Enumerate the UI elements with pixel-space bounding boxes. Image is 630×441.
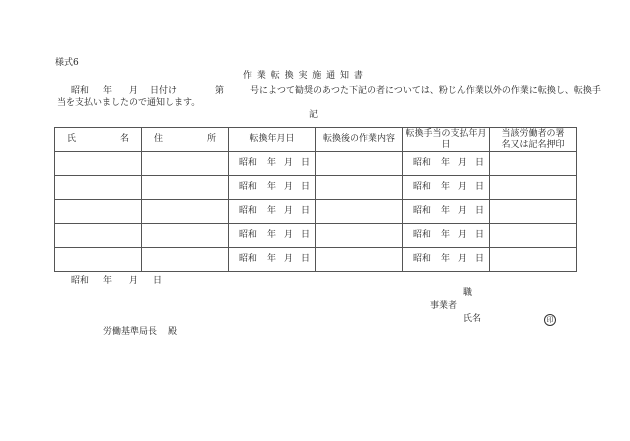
record-table — [54, 127, 577, 272]
date-month: 月 — [458, 182, 468, 192]
name-cell[interactable] — [55, 248, 142, 272]
footer-year: 年 — [103, 276, 113, 286]
intro-dai: 第 — [215, 86, 225, 96]
footer-name-label: 氏名 — [463, 314, 482, 324]
transfer-date-cell[interactable] — [229, 152, 316, 176]
header-transfer-date: 転換年月日 — [229, 128, 316, 152]
footer-addressee: 労働基準局長 — [103, 327, 158, 337]
date-day: 日 — [475, 158, 485, 168]
date-day: 日 — [475, 206, 485, 216]
footer-honorific: 殿 — [168, 327, 178, 337]
new-work-cell[interactable] — [316, 248, 403, 272]
date-month: 月 — [458, 206, 468, 216]
transfer-date-cell[interactable] — [229, 176, 316, 200]
transfer-date-cell[interactable] — [229, 248, 316, 272]
date-day: 日 — [301, 254, 311, 264]
date-month: 月 — [458, 254, 468, 264]
footer-employer: 事業者 — [430, 301, 458, 311]
table-row — [55, 176, 577, 200]
date-month: 月 — [284, 230, 294, 240]
date-day: 日 — [301, 158, 311, 168]
intro-day: 日付け — [150, 86, 178, 96]
date-month: 月 — [284, 158, 294, 168]
new-work-cell[interactable] — [316, 200, 403, 224]
allowance-date-cell[interactable] — [403, 248, 490, 272]
transfer-date-cell[interactable] — [229, 224, 316, 248]
form-label: 様式6 — [55, 58, 79, 68]
signature-cell[interactable] — [490, 248, 577, 272]
date-era: 昭和 — [413, 254, 432, 264]
date-day: 日 — [475, 182, 485, 192]
date-day: 日 — [301, 182, 311, 192]
signature-cell[interactable] — [490, 224, 577, 248]
date-era: 昭和 — [239, 254, 258, 264]
ki-heading: 記 — [309, 110, 319, 120]
header-address — [142, 128, 229, 152]
address-cell[interactable] — [142, 200, 229, 224]
new-work-cell[interactable] — [316, 224, 403, 248]
date-year: 年 — [441, 254, 451, 264]
name-cell[interactable] — [55, 176, 142, 200]
date-era: 昭和 — [413, 230, 432, 240]
header-new-work: 転換後の作業内容 — [316, 128, 403, 152]
allowance-date-cell[interactable] — [403, 152, 490, 176]
date-year: 年 — [267, 206, 277, 216]
allowance-date-cell[interactable] — [403, 176, 490, 200]
header-signature-b: 名又は記名押印 — [501, 139, 565, 150]
date-year: 年 — [441, 158, 451, 168]
address-cell[interactable] — [142, 248, 229, 272]
signature-cell[interactable] — [490, 152, 577, 176]
name-cell[interactable] — [55, 152, 142, 176]
date-era: 昭和 — [239, 230, 258, 240]
address-cell[interactable] — [142, 152, 229, 176]
table-row — [55, 152, 577, 176]
footer-day: 日 — [153, 276, 163, 286]
transfer-date-cell[interactable] — [229, 200, 316, 224]
date-era: 昭和 — [239, 182, 258, 192]
header-signature-a: 当該労働者の署 — [501, 128, 565, 139]
date-year: 年 — [441, 206, 451, 216]
date-era: 昭和 — [239, 206, 258, 216]
date-year: 年 — [267, 230, 277, 240]
date-era: 昭和 — [413, 182, 432, 192]
date-month: 月 — [284, 254, 294, 264]
date-year: 年 — [441, 182, 451, 192]
new-work-cell[interactable] — [316, 176, 403, 200]
intro-year: 年 — [103, 86, 113, 96]
header-name-b: 名 — [119, 134, 129, 144]
date-era: 昭和 — [413, 206, 432, 216]
date-era: 昭和 — [239, 158, 258, 168]
header-signature — [490, 128, 577, 152]
header-allowance-date: 転換手当の支払年月日 — [403, 128, 490, 152]
date-month: 月 — [284, 182, 294, 192]
table-row — [55, 248, 577, 272]
name-cell[interactable] — [55, 200, 142, 224]
date-day: 日 — [475, 254, 485, 264]
address-cell[interactable] — [142, 224, 229, 248]
allowance-date-cell[interactable] — [403, 200, 490, 224]
date-year: 年 — [267, 158, 277, 168]
name-cell[interactable] — [55, 224, 142, 248]
date-month: 月 — [458, 230, 468, 240]
header-name-a: 氏 — [67, 134, 77, 144]
date-day: 日 — [301, 206, 311, 216]
header-address-a: 住 — [154, 134, 164, 144]
allowance-date-cell[interactable] — [403, 224, 490, 248]
seal-icon: 印 — [544, 314, 556, 326]
date-year: 年 — [267, 254, 277, 264]
intro-era: 昭和 — [71, 86, 90, 96]
signature-cell[interactable] — [490, 176, 577, 200]
new-work-cell[interactable] — [316, 152, 403, 176]
date-month: 月 — [284, 206, 294, 216]
date-day: 日 — [475, 230, 485, 240]
intro-line1: 号によつて勧奨のあつた下記の者については、粉じん作業以外の作業に転換し、転換手 — [250, 86, 601, 96]
header-name — [55, 128, 142, 152]
intro-line2: 当を支払いましたので通知します。 — [57, 98, 201, 108]
intro-month: 月 — [129, 86, 139, 96]
date-day: 日 — [301, 230, 311, 240]
footer-era: 昭和 — [71, 276, 90, 286]
signature-cell[interactable] — [490, 200, 577, 224]
date-year: 年 — [441, 230, 451, 240]
date-month: 月 — [458, 158, 468, 168]
document-title: 作 業 転 換 実 施 通 知 書 — [243, 71, 364, 81]
header-address-b: 所 — [206, 134, 216, 144]
table-header-row — [55, 128, 577, 152]
date-era: 昭和 — [413, 158, 432, 168]
address-cell[interactable] — [142, 176, 229, 200]
date-year: 年 — [267, 182, 277, 192]
footer-month: 月 — [129, 276, 139, 286]
footer-position: 職 — [463, 288, 473, 298]
table-row — [55, 200, 577, 224]
table-row — [55, 224, 577, 248]
